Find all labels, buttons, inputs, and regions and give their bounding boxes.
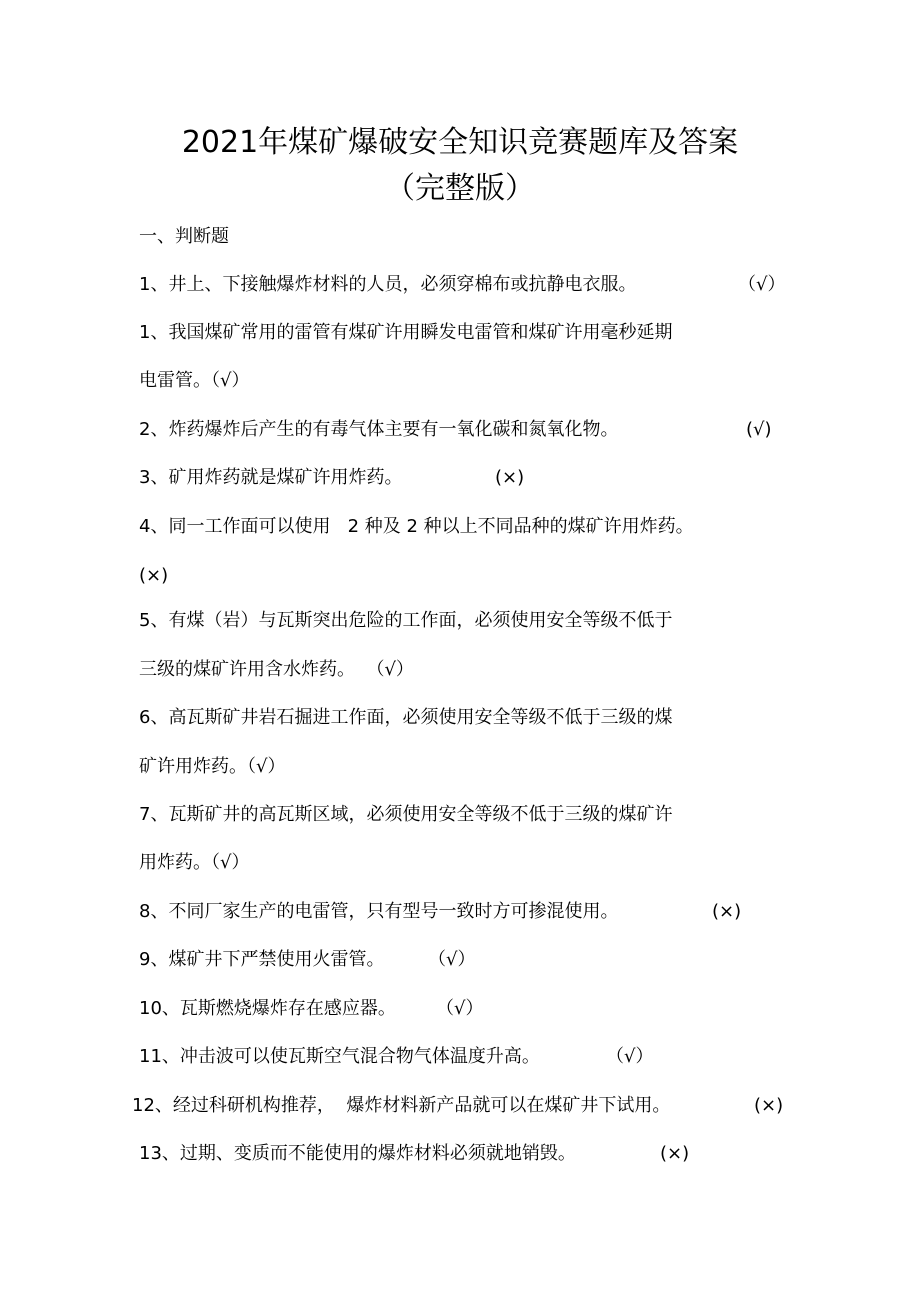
answer-11: （√）	[606, 1046, 654, 1067]
answer-1: （√）	[738, 274, 786, 295]
section-heading: 一、判断题	[139, 226, 229, 247]
answer-10: （√）	[436, 998, 484, 1019]
answer-9: （√）	[428, 949, 476, 970]
question-1b: 1、我国煤矿常用的雷管有煤矿许用瞬发电雷管和煤矿许用毫秒延期	[139, 322, 673, 343]
question-13: 13、过期、变质而不能使用的爆炸材料必须就地销毁。	[139, 1143, 576, 1164]
answer-8: (×)	[712, 901, 742, 922]
question-8: 8、不同厂家生产的电雷管，只有型号一致时方可掺混使用。	[139, 901, 619, 922]
question-10: 10、瓦斯燃烧爆炸存在感应器。	[139, 998, 396, 1019]
question-5-continued: 三级的煤矿许用含水炸药。 （√）	[139, 659, 414, 680]
question-11: 11、冲击波可以使瓦斯空气混合物气体温度升高。	[139, 1046, 540, 1067]
answer-12: (×)	[754, 1095, 784, 1116]
answer-13: (×)	[660, 1143, 690, 1164]
answer-3: (×)	[495, 467, 525, 488]
question-4-answer: (×)	[139, 565, 169, 586]
question-1: 1、井上、下接触爆炸材料的人员，必须穿棉布或抗静电衣服。	[139, 274, 637, 295]
document-title-line-2: （完整版）	[385, 171, 535, 206]
question-7: 7、瓦斯矿井的高瓦斯区域，必须使用安全等级不低于三级的煤矿许	[139, 804, 673, 825]
question-3: 3、矿用炸药就是煤矿许用炸药。	[139, 467, 403, 488]
question-9: 9、煤矿井下严禁使用火雷管。	[139, 949, 385, 970]
question-5: 5、有煤（岩）与瓦斯突出危险的工作面，必须使用安全等级不低于	[139, 610, 673, 631]
document-title-line-1: 2021年煤矿爆破安全知识竞赛题库及答案	[181, 125, 739, 160]
question-6: 6、高瓦斯矿井岩石掘进工作面，必须使用安全等级不低于三级的煤	[139, 707, 673, 728]
question-1b-continued: 电雷管。（√）	[139, 370, 250, 391]
question-4: 4、同一工作面可以使用 2 种及 2 种以上不同品种的煤矿许用炸药。	[139, 516, 694, 537]
question-7-continued: 用炸药。（√）	[139, 852, 250, 873]
answer-2: (√)	[746, 419, 772, 440]
question-12: 12、经过科研机构推荐， 爆炸材料新产品就可以在煤矿井下试用。	[132, 1095, 671, 1116]
question-2: 2、炸药爆炸后产生的有毒气体主要有一氧化碳和氮氧化物。	[139, 419, 619, 440]
question-6-continued: 矿许用炸药。（√）	[139, 756, 286, 777]
